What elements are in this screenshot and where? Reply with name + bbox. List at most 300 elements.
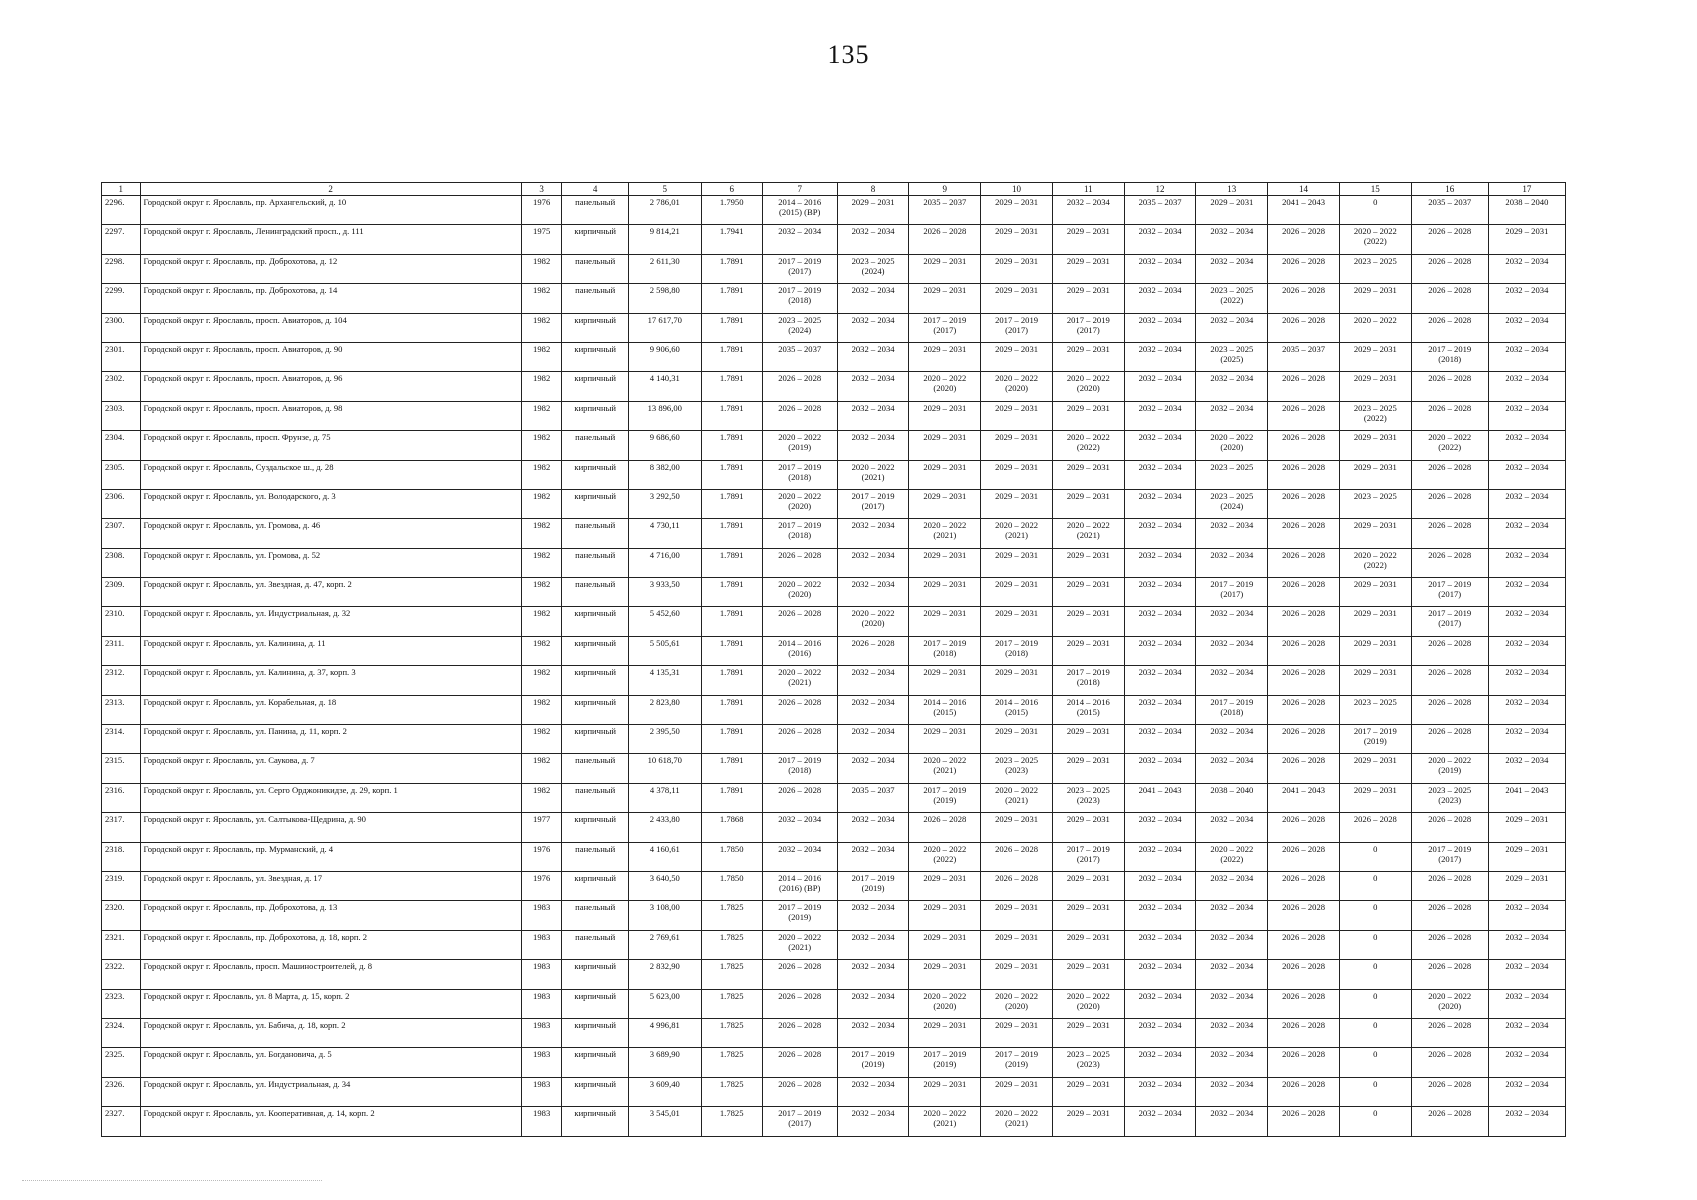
coefficient-cell: 1.7825 — [701, 1077, 762, 1106]
build-year-cell: 1975 — [521, 225, 562, 254]
period-col-7-cell: 2026 – 2028 — [762, 548, 837, 577]
period-col-16-cell: 2017 – 2019 (2017) — [1411, 842, 1488, 871]
coefficient-cell: 1.7825 — [701, 960, 762, 989]
period-col-13-cell: 2032 – 2034 — [1196, 1107, 1268, 1136]
period-col-15-cell: 0 — [1339, 1018, 1411, 1047]
coefficient-cell: 1.7825 — [701, 901, 762, 930]
period-col-14-cell: 2026 – 2028 — [1268, 225, 1340, 254]
row-number-cell: 2308. — [102, 548, 141, 577]
period-col-17-cell: 2032 – 2034 — [1488, 401, 1565, 430]
period-col-14-cell: 2026 – 2028 — [1268, 666, 1340, 695]
period-col-14-cell: 2026 – 2028 — [1268, 636, 1340, 665]
period-col-14-cell: 2035 – 2037 — [1268, 342, 1340, 371]
address-cell: Городской округ г. Ярославль, Ленинградский просп., д. 111 — [140, 225, 521, 254]
period-col-13-cell: 2032 – 2034 — [1196, 1077, 1268, 1106]
period-col-8-cell: 2032 – 2034 — [837, 372, 909, 401]
wall-material-cell: кирпичный — [562, 666, 628, 695]
period-col-9-cell: 2029 – 2031 — [909, 460, 981, 489]
period-col-13-cell: 2032 – 2034 — [1196, 636, 1268, 665]
period-col-17-cell: 2032 – 2034 — [1488, 342, 1565, 371]
period-col-7-cell: 2020 – 2022 (2021) — [762, 930, 837, 959]
period-col-13-cell: 2032 – 2034 — [1196, 725, 1268, 754]
total-area-cell: 8 382,00 — [628, 460, 701, 489]
period-col-10-cell: 2020 – 2022 (2021) — [981, 783, 1053, 812]
coefficient-cell: 1.7891 — [701, 725, 762, 754]
address-cell: Городской округ г. Ярославль, пр. Доброхотова, д. 18, корп. 2 — [140, 930, 521, 959]
period-col-15-cell: 2029 – 2031 — [1339, 636, 1411, 665]
period-col-8-cell: 2032 – 2034 — [837, 842, 909, 871]
period-col-9-cell: 2017 – 2019 (2017) — [909, 313, 981, 342]
period-col-9-cell: 2029 – 2031 — [909, 725, 981, 754]
table-row — [102, 754, 1566, 783]
period-col-15-cell: 2020 – 2022 — [1339, 313, 1411, 342]
period-col-16-cell: 2026 – 2028 — [1411, 254, 1488, 283]
period-col-13-cell: 2032 – 2034 — [1196, 254, 1268, 283]
table-row — [102, 695, 1566, 724]
period-col-15-cell: 0 — [1339, 1107, 1411, 1136]
wall-material-cell: кирпичный — [562, 813, 628, 842]
wall-material-cell: кирпичный — [562, 489, 628, 518]
coefficient-cell: 1.7891 — [701, 431, 762, 460]
period-col-8-cell: 2032 – 2034 — [837, 401, 909, 430]
wall-material-cell: кирпичный — [562, 401, 628, 430]
period-col-14-cell: 2026 – 2028 — [1268, 754, 1340, 783]
period-col-11-cell: 2029 – 2031 — [1052, 401, 1124, 430]
build-year-cell: 1976 — [521, 196, 562, 225]
build-year-cell: 1983 — [521, 960, 562, 989]
period-col-15-cell: 2029 – 2031 — [1339, 607, 1411, 636]
address-cell: Городской округ г. Ярославль, пр. Доброхотова, д. 12 — [140, 254, 521, 283]
coefficient-cell: 1.7868 — [701, 813, 762, 842]
period-col-7-cell: 2014 – 2016 (2015) (ВР) — [762, 196, 837, 225]
period-col-10-cell: 2029 – 2031 — [981, 901, 1053, 930]
period-col-14-cell: 2026 – 2028 — [1268, 695, 1340, 724]
period-col-14-cell: 2026 – 2028 — [1268, 431, 1340, 460]
coefficient-cell: 1.7850 — [701, 842, 762, 871]
period-col-11-cell: 2029 – 2031 — [1052, 871, 1124, 900]
period-col-7-cell: 2035 – 2037 — [762, 342, 837, 371]
period-col-11-cell: 2029 – 2031 — [1052, 342, 1124, 371]
period-col-7-cell: 2026 – 2028 — [762, 372, 837, 401]
row-number-cell: 2296. — [102, 196, 141, 225]
period-col-10-cell: 2029 – 2031 — [981, 342, 1053, 371]
period-col-10-cell: 2020 – 2022 (2021) — [981, 1107, 1053, 1136]
period-col-11-cell: 2020 – 2022 (2022) — [1052, 431, 1124, 460]
row-number-cell: 2325. — [102, 1048, 141, 1077]
table-row — [102, 460, 1566, 489]
period-col-15-cell: 0 — [1339, 960, 1411, 989]
period-col-10-cell: 2023 – 2025 (2023) — [981, 754, 1053, 783]
period-col-14-cell: 2026 – 2028 — [1268, 607, 1340, 636]
period-col-11-cell: 2014 – 2016 (2015) — [1052, 695, 1124, 724]
build-year-cell: 1983 — [521, 1048, 562, 1077]
row-number-cell: 2297. — [102, 225, 141, 254]
period-col-12-cell: 2032 – 2034 — [1124, 636, 1196, 665]
period-col-11-cell: 2029 – 2031 — [1052, 284, 1124, 313]
table-row — [102, 196, 1566, 225]
register-table-container — [101, 182, 1566, 1137]
build-year-cell: 1982 — [521, 695, 562, 724]
period-col-15-cell: 2029 – 2031 — [1339, 431, 1411, 460]
total-area-cell: 3 108,00 — [628, 901, 701, 930]
period-col-15-cell: 2029 – 2031 — [1339, 284, 1411, 313]
period-col-16-cell: 2017 – 2019 (2018) — [1411, 342, 1488, 371]
coefficient-cell: 1.7941 — [701, 225, 762, 254]
period-col-9-cell: 2020 – 2022 (2020) — [909, 372, 981, 401]
wall-material-cell: панельный — [562, 930, 628, 959]
build-year-cell: 1977 — [521, 813, 562, 842]
total-area-cell: 9 686,60 — [628, 431, 701, 460]
period-col-17-cell: 2032 – 2034 — [1488, 313, 1565, 342]
period-col-12-cell: 2032 – 2034 — [1124, 254, 1196, 283]
period-col-13-cell: 2032 – 2034 — [1196, 930, 1268, 959]
period-col-13-cell: 2032 – 2034 — [1196, 519, 1268, 548]
row-number-cell: 2323. — [102, 989, 141, 1018]
period-col-8-cell: 2032 – 2034 — [837, 548, 909, 577]
period-col-12-cell: 2032 – 2034 — [1124, 842, 1196, 871]
period-col-11-cell: 2029 – 2031 — [1052, 489, 1124, 518]
address-cell: Городской округ г. Ярославль, пр. Доброхотова, д. 13 — [140, 901, 521, 930]
coefficient-cell: 1.7891 — [701, 754, 762, 783]
period-col-16-cell: 2026 – 2028 — [1411, 1077, 1488, 1106]
period-col-9-cell: 2029 – 2031 — [909, 548, 981, 577]
period-col-11-cell: 2017 – 2019 (2017) — [1052, 313, 1124, 342]
period-col-8-cell: 2032 – 2034 — [837, 989, 909, 1018]
period-col-7-cell: 2017 – 2019 (2019) — [762, 901, 837, 930]
period-col-13-cell: 2032 – 2034 — [1196, 666, 1268, 695]
period-col-16-cell: 2026 – 2028 — [1411, 225, 1488, 254]
row-number-cell: 2301. — [102, 342, 141, 371]
period-col-17-cell: 2032 – 2034 — [1488, 254, 1565, 283]
table-row — [102, 372, 1566, 401]
period-col-16-cell: 2035 – 2037 — [1411, 196, 1488, 225]
row-number-cell: 2315. — [102, 754, 141, 783]
period-col-16-cell: 2026 – 2028 — [1411, 460, 1488, 489]
build-year-cell: 1982 — [521, 313, 562, 342]
period-col-10-cell: 2029 – 2031 — [981, 431, 1053, 460]
coefficient-cell: 1.7891 — [701, 284, 762, 313]
row-number-cell: 2306. — [102, 489, 141, 518]
period-col-17-cell: 2029 – 2031 — [1488, 842, 1565, 871]
period-col-11-cell: 2029 – 2031 — [1052, 607, 1124, 636]
total-area-cell: 4 135,31 — [628, 666, 701, 695]
period-col-8-cell: 2023 – 2025 (2024) — [837, 254, 909, 283]
period-col-11-cell: 2029 – 2031 — [1052, 813, 1124, 842]
period-col-13-cell: 2023 – 2025 (2024) — [1196, 489, 1268, 518]
period-col-10-cell: 2017 – 2019 (2017) — [981, 313, 1053, 342]
wall-material-cell: кирпичный — [562, 225, 628, 254]
period-col-13-cell: 2032 – 2034 — [1196, 1018, 1268, 1047]
build-year-cell: 1982 — [521, 372, 562, 401]
period-col-17-cell: 2032 – 2034 — [1488, 989, 1565, 1018]
period-col-9-cell: 2026 – 2028 — [909, 225, 981, 254]
table-row — [102, 901, 1566, 930]
period-col-11-cell: 2029 – 2031 — [1052, 901, 1124, 930]
period-col-10-cell: 2020 – 2022 (2020) — [981, 989, 1053, 1018]
period-col-13-cell: 2023 – 2025 — [1196, 460, 1268, 489]
build-year-cell: 1982 — [521, 666, 562, 695]
period-col-8-cell: 2032 – 2034 — [837, 1107, 909, 1136]
period-col-9-cell: 2020 – 2022 (2021) — [909, 1107, 981, 1136]
period-col-15-cell: 2020 – 2022 (2022) — [1339, 548, 1411, 577]
period-col-16-cell: 2026 – 2028 — [1411, 313, 1488, 342]
total-area-cell: 2 769,61 — [628, 930, 701, 959]
table-row — [102, 813, 1566, 842]
wall-material-cell: кирпичный — [562, 607, 628, 636]
address-cell: Городской округ г. Ярославль, ул. Индустриальная, д. 32 — [140, 607, 521, 636]
period-col-17-cell: 2032 – 2034 — [1488, 1018, 1565, 1047]
period-col-9-cell: 2029 – 2031 — [909, 489, 981, 518]
period-col-12-cell: 2032 – 2034 — [1124, 871, 1196, 900]
period-col-8-cell: 2032 – 2034 — [837, 901, 909, 930]
period-col-12-cell: 2035 – 2037 — [1124, 196, 1196, 225]
period-col-13-cell: 2032 – 2034 — [1196, 1048, 1268, 1077]
period-col-7-cell: 2026 – 2028 — [762, 960, 837, 989]
total-area-cell: 3 609,40 — [628, 1077, 701, 1106]
coefficient-cell: 1.7891 — [701, 342, 762, 371]
total-area-cell: 4 716,00 — [628, 548, 701, 577]
period-col-7-cell: 2020 – 2022 (2019) — [762, 431, 837, 460]
period-col-12-cell: 2032 – 2034 — [1124, 1018, 1196, 1047]
wall-material-cell: панельный — [562, 519, 628, 548]
period-col-14-cell: 2026 – 2028 — [1268, 578, 1340, 607]
period-col-14-cell: 2026 – 2028 — [1268, 460, 1340, 489]
period-col-11-cell: 2029 – 2031 — [1052, 1018, 1124, 1047]
wall-material-cell: кирпичный — [562, 372, 628, 401]
period-col-15-cell: 2026 – 2028 — [1339, 813, 1411, 842]
header-cell-3: 3 — [521, 183, 562, 196]
period-col-13-cell: 2032 – 2034 — [1196, 813, 1268, 842]
period-col-9-cell: 2029 – 2031 — [909, 666, 981, 695]
period-col-9-cell: 2029 – 2031 — [909, 284, 981, 313]
address-cell: Городской округ г. Ярославль, пр. Доброхотова, д. 14 — [140, 284, 521, 313]
header-cell-5: 5 — [628, 183, 701, 196]
period-col-12-cell: 2032 – 2034 — [1124, 225, 1196, 254]
total-area-cell: 2 786,01 — [628, 196, 701, 225]
period-col-9-cell: 2029 – 2031 — [909, 578, 981, 607]
wall-material-cell: кирпичный — [562, 960, 628, 989]
period-col-9-cell: 2020 – 2022 (2021) — [909, 754, 981, 783]
period-col-14-cell: 2026 – 2028 — [1268, 548, 1340, 577]
period-col-13-cell: 2032 – 2034 — [1196, 607, 1268, 636]
table-row — [102, 1107, 1566, 1136]
period-col-7-cell: 2014 – 2016 (2016) — [762, 636, 837, 665]
coefficient-cell: 1.7891 — [701, 460, 762, 489]
period-col-13-cell: 2032 – 2034 — [1196, 871, 1268, 900]
wall-material-cell: панельный — [562, 284, 628, 313]
wall-material-cell: кирпичный — [562, 695, 628, 724]
coefficient-cell: 1.7950 — [701, 196, 762, 225]
period-col-15-cell: 2020 – 2022 (2022) — [1339, 225, 1411, 254]
period-col-13-cell: 2032 – 2034 — [1196, 401, 1268, 430]
period-col-15-cell: 2023 – 2025 — [1339, 254, 1411, 283]
period-col-17-cell: 2032 – 2034 — [1488, 489, 1565, 518]
period-col-9-cell: 2017 – 2019 (2019) — [909, 1048, 981, 1077]
build-year-cell: 1983 — [521, 1107, 562, 1136]
period-col-7-cell: 2020 – 2022 (2020) — [762, 578, 837, 607]
coefficient-cell: 1.7825 — [701, 989, 762, 1018]
period-col-15-cell: 2023 – 2025 (2022) — [1339, 401, 1411, 430]
address-cell: Городской округ г. Ярославль, ул. Панина, д. 11, корп. 2 — [140, 725, 521, 754]
period-col-14-cell: 2026 – 2028 — [1268, 725, 1340, 754]
address-cell: Городской округ г. Ярославль, ул. 8 Марта, д. 15, корп. 2 — [140, 989, 521, 1018]
build-year-cell: 1982 — [521, 754, 562, 783]
period-col-16-cell: 2026 – 2028 — [1411, 284, 1488, 313]
period-col-16-cell: 2026 – 2028 — [1411, 960, 1488, 989]
row-number-cell: 2321. — [102, 930, 141, 959]
period-col-8-cell: 2032 – 2034 — [837, 1077, 909, 1106]
period-col-14-cell: 2026 – 2028 — [1268, 871, 1340, 900]
total-area-cell: 9 906,60 — [628, 342, 701, 371]
address-cell: Городской округ г. Ярославль, просп. Фрунзе, д. 75 — [140, 431, 521, 460]
period-col-9-cell: 2029 – 2031 — [909, 431, 981, 460]
address-cell: Городской округ г. Ярославль, ул. Володарского, д. 3 — [140, 489, 521, 518]
period-col-13-cell: 2032 – 2034 — [1196, 548, 1268, 577]
period-col-13-cell: 2038 – 2040 — [1196, 783, 1268, 812]
total-area-cell: 4 160,61 — [628, 842, 701, 871]
wall-material-cell: кирпичный — [562, 1077, 628, 1106]
period-col-8-cell: 2032 – 2034 — [837, 666, 909, 695]
period-col-11-cell: 2029 – 2031 — [1052, 1077, 1124, 1106]
table-row — [102, 578, 1566, 607]
period-col-17-cell: 2041 – 2043 — [1488, 783, 1565, 812]
period-col-12-cell: 2032 – 2034 — [1124, 342, 1196, 371]
table-row — [102, 225, 1566, 254]
period-col-10-cell: 2020 – 2022 (2020) — [981, 372, 1053, 401]
row-number-cell: 2304. — [102, 431, 141, 460]
coefficient-cell: 1.7891 — [701, 783, 762, 812]
period-col-7-cell: 2026 – 2028 — [762, 695, 837, 724]
period-col-16-cell: 2023 – 2025 (2023) — [1411, 783, 1488, 812]
coefficient-cell: 1.7891 — [701, 372, 762, 401]
period-col-10-cell: 2029 – 2031 — [981, 401, 1053, 430]
build-year-cell: 1982 — [521, 489, 562, 518]
footer-divider — [22, 1180, 322, 1181]
period-col-9-cell: 2020 – 2022 (2022) — [909, 842, 981, 871]
period-col-13-cell: 2032 – 2034 — [1196, 754, 1268, 783]
total-area-cell: 2 823,80 — [628, 695, 701, 724]
period-col-14-cell: 2041 – 2043 — [1268, 196, 1340, 225]
period-col-7-cell: 2020 – 2022 (2021) — [762, 666, 837, 695]
build-year-cell: 1982 — [521, 401, 562, 430]
header-row — [102, 183, 1566, 196]
header-cell-8: 8 — [837, 183, 909, 196]
period-col-9-cell: 2035 – 2037 — [909, 196, 981, 225]
coefficient-cell: 1.7850 — [701, 871, 762, 900]
period-col-8-cell: 2017 – 2019 (2017) — [837, 489, 909, 518]
period-col-13-cell: 2017 – 2019 (2017) — [1196, 578, 1268, 607]
table-row — [102, 666, 1566, 695]
period-col-17-cell: 2032 – 2034 — [1488, 372, 1565, 401]
row-number-cell: 2317. — [102, 813, 141, 842]
period-col-10-cell: 2029 – 2031 — [981, 1018, 1053, 1047]
period-col-12-cell: 2032 – 2034 — [1124, 401, 1196, 430]
period-col-10-cell: 2029 – 2031 — [981, 607, 1053, 636]
wall-material-cell: панельный — [562, 901, 628, 930]
period-col-11-cell: 2017 – 2019 (2017) — [1052, 842, 1124, 871]
address-cell: Городской округ г. Ярославль, ул. Богдановича, д. 5 — [140, 1048, 521, 1077]
total-area-cell: 9 814,21 — [628, 225, 701, 254]
period-col-14-cell: 2026 – 2028 — [1268, 901, 1340, 930]
period-col-16-cell: 2017 – 2019 (2017) — [1411, 607, 1488, 636]
row-number-cell: 2300. — [102, 313, 141, 342]
period-col-15-cell: 0 — [1339, 901, 1411, 930]
row-number-cell: 2319. — [102, 871, 141, 900]
row-number-cell: 2313. — [102, 695, 141, 724]
period-col-17-cell: 2032 – 2034 — [1488, 1048, 1565, 1077]
address-cell: Городской округ г. Ярославль, ул. Калинина, д. 11 — [140, 636, 521, 665]
row-number-cell: 2322. — [102, 960, 141, 989]
table-row — [102, 519, 1566, 548]
build-year-cell: 1982 — [521, 725, 562, 754]
coefficient-cell: 1.7825 — [701, 930, 762, 959]
period-col-12-cell: 2032 – 2034 — [1124, 754, 1196, 783]
period-col-14-cell: 2026 – 2028 — [1268, 842, 1340, 871]
period-col-8-cell: 2032 – 2034 — [837, 342, 909, 371]
period-col-7-cell: 2014 – 2016 (2016) (ВР) — [762, 871, 837, 900]
period-col-7-cell: 2032 – 2034 — [762, 842, 837, 871]
build-year-cell: 1982 — [521, 519, 562, 548]
period-col-13-cell: 2032 – 2034 — [1196, 960, 1268, 989]
period-col-14-cell: 2026 – 2028 — [1268, 813, 1340, 842]
period-col-12-cell: 2032 – 2034 — [1124, 372, 1196, 401]
period-col-9-cell: 2029 – 2031 — [909, 607, 981, 636]
table-body — [102, 196, 1566, 1137]
period-col-10-cell: 2017 – 2019 (2019) — [981, 1048, 1053, 1077]
coefficient-cell: 1.7891 — [701, 401, 762, 430]
period-col-8-cell: 2020 – 2022 (2021) — [837, 460, 909, 489]
table-row — [102, 313, 1566, 342]
period-col-15-cell: 2029 – 2031 — [1339, 754, 1411, 783]
period-col-10-cell: 2029 – 2031 — [981, 960, 1053, 989]
wall-material-cell: кирпичный — [562, 1018, 628, 1047]
period-col-14-cell: 2026 – 2028 — [1268, 372, 1340, 401]
period-col-16-cell: 2026 – 2028 — [1411, 489, 1488, 518]
period-col-15-cell: 2029 – 2031 — [1339, 342, 1411, 371]
period-col-13-cell: 2017 – 2019 (2018) — [1196, 695, 1268, 724]
period-col-12-cell: 2032 – 2034 — [1124, 1107, 1196, 1136]
header-cell-4: 4 — [562, 183, 628, 196]
period-col-17-cell: 2032 – 2034 — [1488, 754, 1565, 783]
period-col-10-cell: 2029 – 2031 — [981, 666, 1053, 695]
period-col-17-cell: 2032 – 2034 — [1488, 284, 1565, 313]
build-year-cell: 1983 — [521, 930, 562, 959]
address-cell: Городской округ г. Ярославль, ул. Калинина, д. 37, корп. 3 — [140, 666, 521, 695]
period-col-17-cell: 2032 – 2034 — [1488, 930, 1565, 959]
total-area-cell: 4 378,11 — [628, 783, 701, 812]
period-col-8-cell: 2032 – 2034 — [837, 695, 909, 724]
period-col-16-cell: 2026 – 2028 — [1411, 813, 1488, 842]
header-cell-6: 6 — [701, 183, 762, 196]
wall-material-cell: кирпичный — [562, 1107, 628, 1136]
period-col-17-cell: 2032 – 2034 — [1488, 901, 1565, 930]
period-col-17-cell: 2029 – 2031 — [1488, 871, 1565, 900]
period-col-10-cell: 2029 – 2031 — [981, 460, 1053, 489]
total-area-cell: 4 730,11 — [628, 519, 701, 548]
build-year-cell: 1976 — [521, 842, 562, 871]
period-col-10-cell: 2026 – 2028 — [981, 842, 1053, 871]
wall-material-cell: кирпичный — [562, 871, 628, 900]
period-col-9-cell: 2029 – 2031 — [909, 401, 981, 430]
address-cell: Городской округ г. Ярославль, ул. Серго Орджоникидзе, д. 29, корп. 1 — [140, 783, 521, 812]
period-col-7-cell: 2032 – 2034 — [762, 813, 837, 842]
period-col-9-cell: 2029 – 2031 — [909, 930, 981, 959]
period-col-15-cell: 2029 – 2031 — [1339, 460, 1411, 489]
build-year-cell: 1982 — [521, 783, 562, 812]
total-area-cell: 2 433,80 — [628, 813, 701, 842]
period-col-14-cell: 2026 – 2028 — [1268, 313, 1340, 342]
address-cell: Городской округ г. Ярославль, ул. Звездная, д. 47, корп. 2 — [140, 578, 521, 607]
